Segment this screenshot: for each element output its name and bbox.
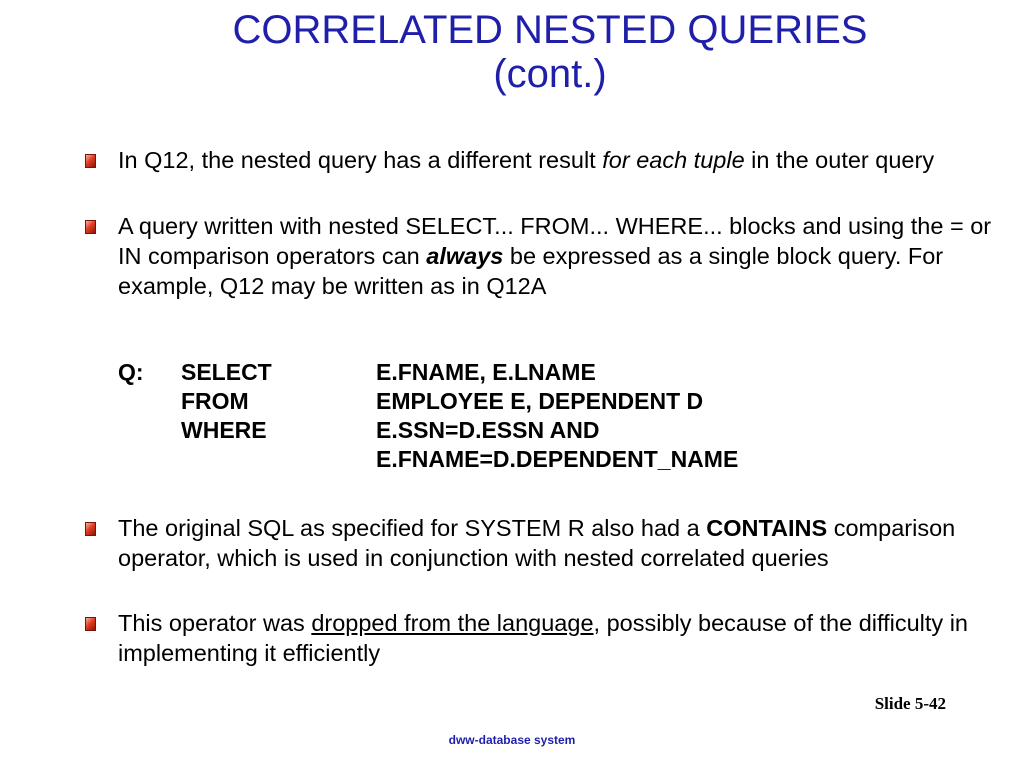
bullet-item: A query written with nested SELECT... FROM... WHERE... blocks and using the = or IN comparison operators can always be expressed as a single block query. For example, Q12 may be written as in Q12A — [82, 211, 998, 301]
footer-text: dww-database system — [448, 733, 576, 747]
bullet-item: In Q12, the nested query has a different result for each tuple in the outer query — [82, 145, 998, 175]
sql-label: Q: — [118, 359, 144, 385]
square-bullet-icon — [85, 154, 96, 168]
sql-keyword: SELECT — [181, 359, 272, 385]
sql-keyword: FROM — [181, 388, 249, 414]
square-bullet-icon — [85, 617, 96, 631]
emphasis-text: always — [426, 243, 504, 269]
bullet-item: The original SQL as specified for SYSTEM R also had a CONTAINS comparison operator, which is used in conjunction with nested correlated queries — [82, 513, 998, 573]
slide-title-line-2: (cont.) — [493, 52, 607, 96]
sql-expression: EMPLOYEE E, DEPENDENT D — [376, 388, 704, 414]
square-bullet-icon — [85, 220, 96, 234]
sql-expression: E.SSN=D.ESSN AND — [376, 417, 600, 443]
underlined-text: dropped from the language — [311, 610, 594, 636]
slide-number: Slide 5-42 — [874, 694, 946, 713]
strong-text: CONTAINS — [706, 515, 828, 541]
sql-expression: E.FNAME, E.LNAME — [376, 359, 596, 385]
slide-title-line-1: CORRELATED NESTED QUERIES — [232, 8, 868, 52]
slide-title — [150, 8, 950, 96]
emphasis-text: for each tuple — [602, 147, 745, 173]
sql-keyword: WHERE — [181, 417, 267, 443]
sql-expression: E.FNAME=D.DEPENDENT_NAME — [376, 446, 739, 472]
square-bullet-icon — [85, 522, 96, 536]
bullet-item: This operator was dropped from the language, possibly because of the difficulty in implementing it efficiently — [82, 608, 998, 668]
